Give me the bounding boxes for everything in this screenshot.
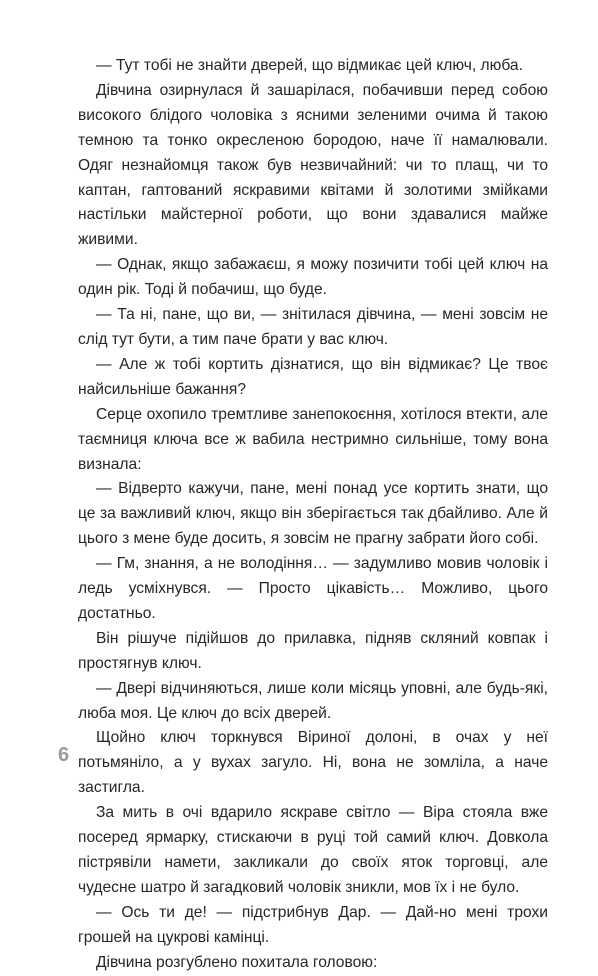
- dialogue-paragraph: — Однак, якщо забажаєш, я можу позичити тобі цей ключ на один рік. Тоді й побачиш, що буде.: [78, 256, 548, 299]
- narration-paragraph: Дівчина розгублено похитала головою:: [96, 953, 378, 971]
- narration-paragraph: Дівчина озирнулася й зашарілася, побачивши перед собою високого блідого чоловіка з ясними зеленими очима й такою темною та тонко окресленою бородою, наче її намалювали. Одяг незнайомця також був незвичайний: чи то плащ, чи то каптан, гаптований яскравими квітами й золотими змійками настільки майстерної роботи, що вони здавалися майже живими.: [78, 81, 548, 249]
- dialogue-paragraph: — Гм, знання, а не володіння… — задумливо мовив чоловік і ледь усміхнувся. — Просто цікавість… Можливо, цього достатньо.: [78, 555, 548, 622]
- narration-paragraph: Він рішуче підійшов до прилавка, підняв скляний ковпак і простягнув ключ.: [78, 629, 548, 672]
- dialogue-paragraph: — Двері відчиняються, лише коли місяць уповні, але будь-які, люба моя. Це ключ до всіх дверей.: [78, 679, 548, 722]
- narration-paragraph: Щойно ключ торкнувся Віриної долоні, в очах у неї потьмяніло, а у вухах загуло. Ні, вона не зомліла, а наче застигла.: [78, 729, 548, 797]
- narration-paragraph: Серце охопило тремтливе занепокоєння, хотілося втекти, але таємниця ключа все ж вабила нестримно сильніше, тому вона визнала:: [78, 405, 548, 473]
- page-number: 6: [58, 744, 70, 766]
- dialogue-paragraph: — Ось ти де! — підстрибнув Дар. — Дай-но мені трохи грошей на цукрові камінці.: [78, 903, 548, 946]
- dialogue-paragraph: — Тут тобі не знайти дверей, що відмикає цей ключ, люба.: [96, 57, 523, 74]
- narration-paragraph: За мить в очі вдарило яскраве світло — Віра стояла вже посеред ярмарку, стискаючи в руці той самий ключ. Довкола пістрявіли намети, закликали до своїх яток торговці, але чудесне шатро й загадковий чоловік зникли, мов їх і не було.: [78, 804, 548, 896]
- book-page-text: [78, 54, 548, 976]
- dialogue-paragraph: — Та ні, пане, що ви, — знітилася дівчина, — мені зовсім не слід тут бути, а тим паче брати у вас ключ.: [78, 306, 548, 348]
- dialogue-paragraph: — Відверто кажучи, пане, мені понад усе кортить знати, що це за важливий ключ, якщо він зберігається так дбайливо. Але й цього з мене буде досить, я зовсім не прагну забрати його собі.: [78, 480, 548, 548]
- dialogue-paragraph: — Але ж тобі кортить дізнатися, що він відмикає? Це твоє найсильніше бажання?: [78, 355, 548, 398]
